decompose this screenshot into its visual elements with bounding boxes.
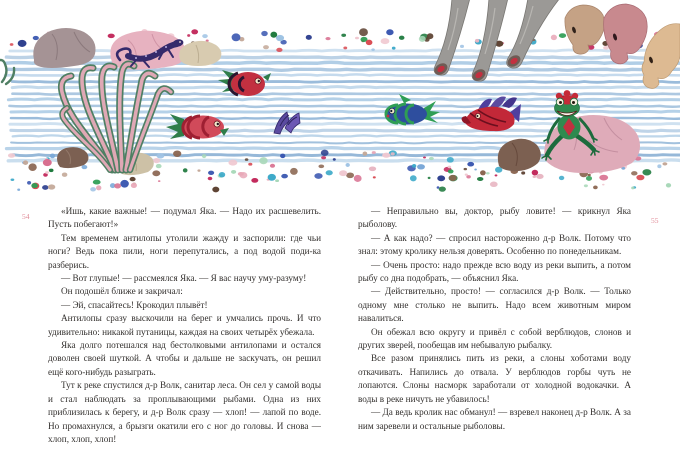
paragraph: «Ишь, какие важные! — подумал Яка. — Надо их расшевелить. Пусть побегают!» (48, 206, 321, 230)
paragraph: — Неправильно вы, доктор, рыбу ловите! — крикнул Яка рыболову. (358, 206, 631, 230)
text-column-right (358, 205, 631, 433)
paragraph: — Действительно, просто! — согласился д-р Волк. — Только одному мне столько не выпить. Надо всем животным миром навалиться. (358, 286, 631, 324)
red-fish-purple-fins (462, 96, 521, 131)
paragraph: — А как надо? — спросил настороженно д-р Волк. Потому что знал: этому кролику нельзя доверять. Особенно по понедельникам. (358, 232, 631, 257)
red-striped-fish (218, 70, 271, 96)
paragraph: Все разом принялись пить из реки, а слоны хоботами воду откачивать. Напились до отвала. У верблюдов горбы чуть не лопаются. Слоны насморк заработали от холодной водокачки. А воды в реке ничуть не убавилось! (358, 353, 631, 404)
page-number-right: 55 (651, 216, 659, 225)
paragraph: Он подошёл ближе и закричал: (61, 286, 183, 297)
paragraph: Он обежал всю округу и привёл с собой верблюдов, слонов и других зверей, пообещав им небывалую рыбалку. (358, 326, 631, 351)
paragraph: — Эй, спасайтесь! Крокодил плывёт! (61, 299, 208, 310)
paragraph: Тут к реке спустился д-р Волк, санитар леса. Он сел у самой воды и стал наблюдать за проплывающими рыбами. Одна из них приблизилась к берегу, и д-р Волк сразу — хлоп! — лапой по воде. Но промахнулся, а брызги окатили его с ног до головы. И снова — хлоп, хлоп, хлоп! (48, 380, 321, 444)
paragraph: Яка долго потешался над бестолковыми антилопами и остался доволен своей шуткой. А чтобы и дальше не заскучать, он решил ещё кого-нибудь разыграть. (48, 340, 321, 377)
brown-rock-right (498, 139, 541, 171)
paragraph: Антилопы сразу выскочили на берег и умчались прочь. И что удивительно: никакой путаницы, каждая на своих четырёх убежала. (48, 313, 321, 337)
river-illustration (0, 0, 680, 200)
grey-rock (33, 28, 95, 68)
beige-rock (179, 41, 221, 66)
paragraph: — Очень просто: надо прежде всю воду из реки выпить, а потом рыбу со дна подобрать, — объяснил Яка. (358, 259, 631, 284)
paragraph: Тем временем антилопы утолили жажду и заспорили: где чьи ноги? Ведь пока пили, ноги перепутались, а под водой поди-ка разберись. (48, 232, 321, 270)
text-column-left (48, 205, 321, 446)
paragraph: — Вот глупые! — рассмеялся Яка. — Я вас научу уму-разуму! (61, 273, 307, 284)
page-number-left: 54 (22, 212, 30, 221)
paragraph: — Да ведь кролик нас обманул! — взревел наконец д-р Волк. А за ним заревели и остальные рыболовы. (358, 407, 631, 431)
small-brown-rock (57, 147, 88, 168)
